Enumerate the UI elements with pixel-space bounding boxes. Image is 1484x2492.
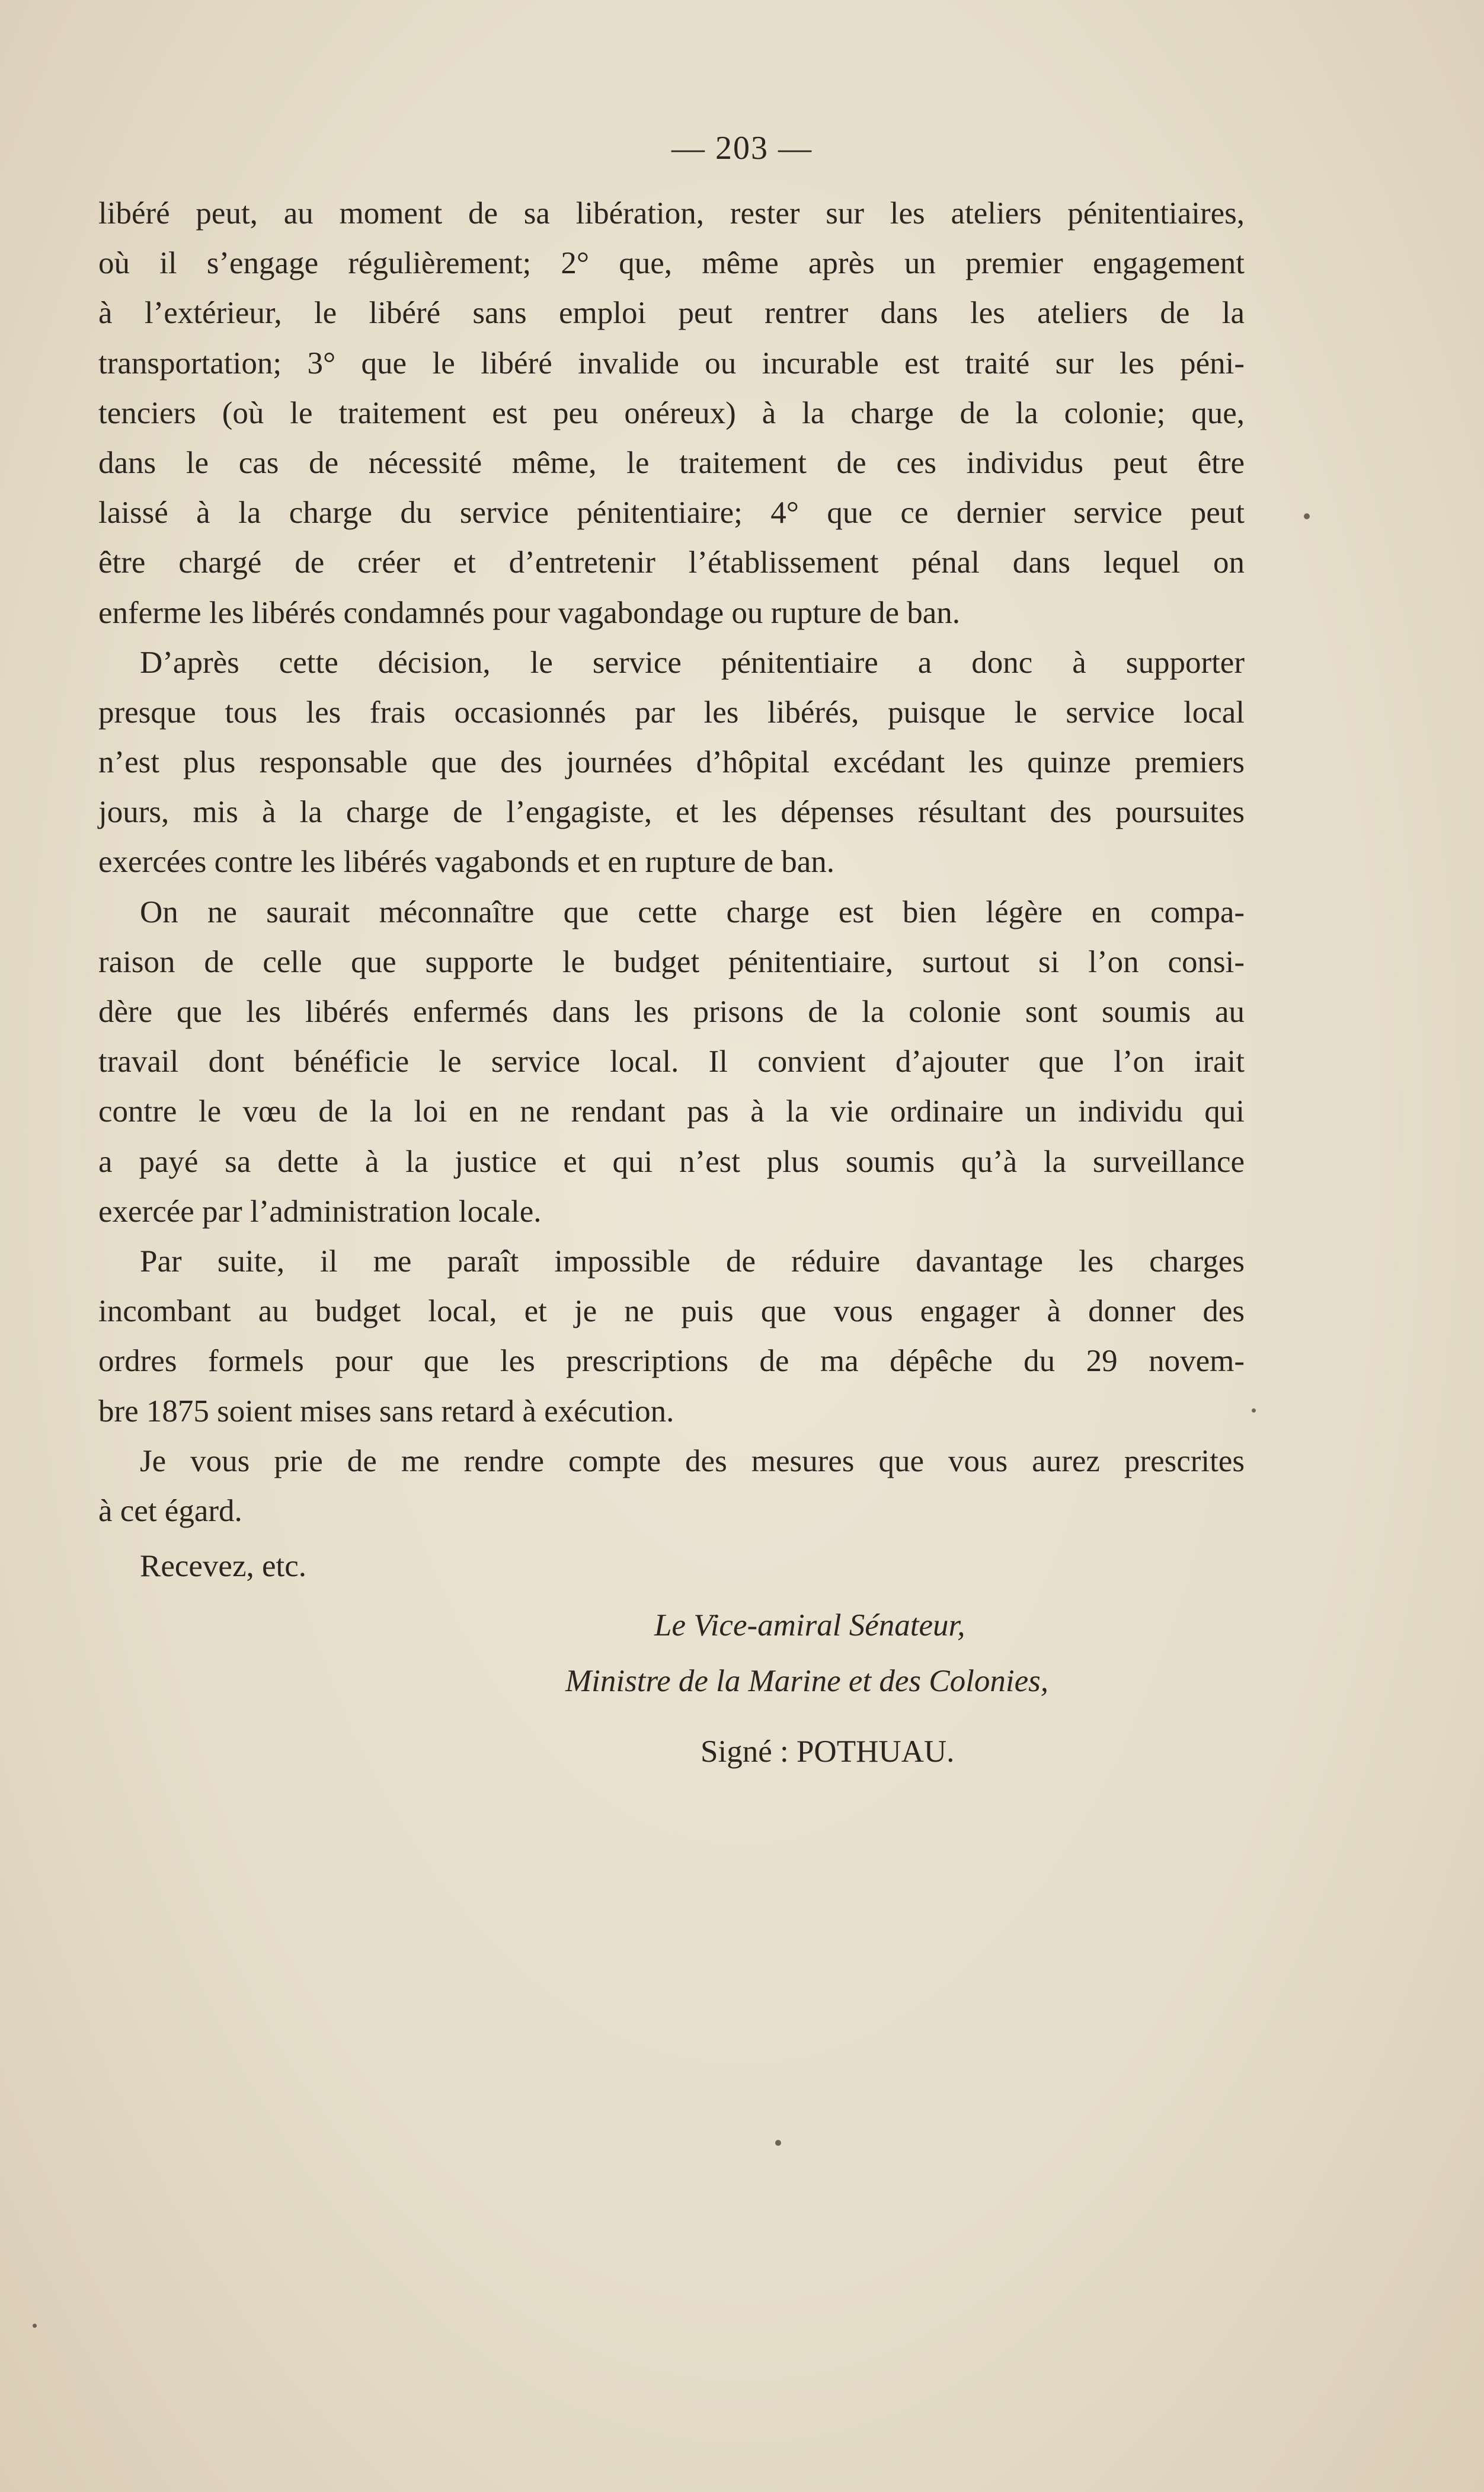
text-line: transportation; 3° que le libéré invalide ou incurable est traité sur les péni- (98, 346, 1245, 381)
text-line: n’est plus responsable que des journées d’hôpital excédant les quinze premiers (98, 745, 1245, 780)
signature-name: Signé : POTHUAU. (701, 1734, 955, 1769)
text-line: exercée par l’administration locale. (98, 1194, 542, 1229)
text-line: enferme les libérés condamnés pour vagabondage ou rupture de ban. (98, 595, 961, 630)
text-line: Je vous prie de me rendre compte des mesures que vous aurez prescrites (140, 1443, 1245, 1478)
text-line: Par suite, il me paraît impossible de réduire davantage les charges (140, 1244, 1245, 1279)
letter-body (98, 189, 1245, 1536)
ink-speck (1252, 1408, 1256, 1413)
text-line: travail dont bénéficie le service local. Il convient d’ajouter que l’on irait (98, 1044, 1245, 1079)
text-line: tenciers (où le traitement est peu onéreux) à la charge de la colonie; que, (98, 395, 1245, 430)
text-line: a payé sa dette à la justice et qui n’est plus soumis qu’à la surveillance (98, 1144, 1245, 1179)
text-line: à l’extérieur, le libéré sans emploi peut rentrer dans les ateliers de la (98, 296, 1245, 331)
ink-speck (775, 2140, 781, 2146)
text-line: jours, mis à la charge de l’engagiste, et les dépenses résultant des poursuites (98, 795, 1245, 830)
text-line: à cet égard. (98, 1493, 242, 1528)
text-line: ordres formels pour que les prescriptions de ma dépêche du 29 novem- (98, 1344, 1245, 1379)
text-line: où il s’engage régulièrement; 2° que, même après un premier engagement (98, 246, 1245, 281)
page-number: — 203 — (671, 130, 813, 167)
closing-formula: Recevez, etc. (140, 1549, 306, 1583)
text-line: contre le vœu de la loi en ne rendant pas à la vie ordinaire un individu qui (98, 1094, 1245, 1129)
text-line: exercées contre les libérés vagabonds et en rupture de ban. (98, 845, 835, 880)
ink-speck (33, 2324, 37, 2328)
text-line: D’après cette décision, le service pénitentiaire a donc à supporter (140, 645, 1245, 680)
ink-speck (1304, 513, 1310, 519)
text-line: bre 1875 soient mises sans retard à exécution. (98, 1394, 674, 1429)
signatory-office: Ministre de la Marine et des Colonies, (565, 1664, 1049, 1698)
text-line: raison de celle que supporte le budget pénitentiaire, surtout si l’on consi- (98, 944, 1245, 979)
signatory-title: Le Vice-amiral Sénateur, (654, 1608, 965, 1643)
text-line: laissé à la charge du service pénitentiaire; 4° que ce dernier service peut (98, 496, 1245, 531)
text-line: incombant au budget local, et je ne puis que vous engager à donner des (98, 1294, 1245, 1329)
text-line: être chargé de créer et d’entretenir l’établissement pénal dans lequel on (98, 545, 1245, 580)
text-line: dère que les libérés enfermés dans les prisons de la colonie sont soumis au (98, 995, 1245, 1029)
text-line: On ne saurait méconnaître que cette charge est bien légère en compa- (140, 894, 1245, 929)
text-line: dans le cas de nécessité même, le traitement de ces individus peut être (98, 445, 1245, 480)
text-line: libéré peut, au moment de sa libération, rester sur les ateliers pénitentiaires, (98, 196, 1245, 231)
text-line: presque tous les frais occasionnés par les libérés, puisque le service local (98, 695, 1245, 730)
